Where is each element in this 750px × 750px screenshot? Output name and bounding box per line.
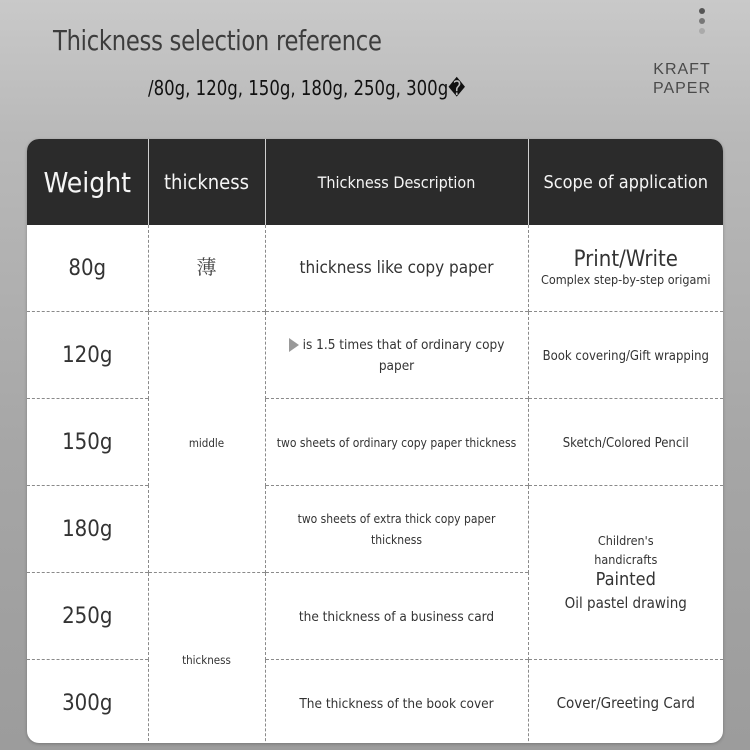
table-row <box>27 312 723 399</box>
description-cell <box>265 312 528 399</box>
description-cell <box>265 225 528 312</box>
scope-text: Book covering/Gift wrapping <box>542 348 709 364</box>
description-text: two sheets of ordinary copy paper thickness <box>276 435 517 450</box>
thickness-cell <box>148 225 265 312</box>
description-cell <box>265 486 528 573</box>
weight-cell: 120g <box>27 312 148 399</box>
scope-text: Sketch/Colored Pencil <box>562 435 689 451</box>
scope-cell <box>528 225 723 312</box>
column-header-description: Thickness Description <box>265 139 528 225</box>
table-row <box>27 399 723 486</box>
table-row <box>27 225 723 312</box>
weight-cell: 250g <box>27 573 148 660</box>
scope-line: handicrafts <box>594 551 658 567</box>
scope-cell <box>528 312 723 399</box>
description-text: thickness like copy paper <box>299 258 494 278</box>
thickness-cell <box>148 312 265 573</box>
scope-sub-text: Complex step-by-step origami <box>540 272 711 287</box>
thickness-cell <box>148 573 265 744</box>
brand-logo <box>648 60 716 98</box>
description-cell <box>265 399 528 486</box>
weight-cell: 80g <box>68 255 107 281</box>
description-cell <box>265 573 528 660</box>
table-row <box>27 486 723 573</box>
scope-line: Oil pastel drawing <box>564 593 687 612</box>
column-header-thickness: thickness <box>148 139 265 225</box>
more-options-icon[interactable] <box>696 8 708 38</box>
description-text: the thickness of a business card <box>298 608 495 625</box>
brand-line-2: PAPER <box>652 80 712 97</box>
scope-cell <box>528 660 723 744</box>
table-header-row <box>27 139 723 225</box>
brand-line-1: KRAFT <box>653 61 711 78</box>
page-title: Thickness selection reference <box>53 24 382 57</box>
arrow-right-icon <box>289 338 299 352</box>
scope-line: Children's <box>597 532 654 548</box>
scope-line: Painted <box>595 568 656 590</box>
scope-multi-text <box>535 531 718 615</box>
description-cell <box>265 660 528 744</box>
description-text: is 1.5 times that of ordinary copy paper <box>302 337 505 374</box>
weight-cell: 300g <box>27 660 148 744</box>
scope-cell <box>528 399 723 486</box>
weight-cell: 180g <box>27 486 148 573</box>
scope-cell <box>528 486 723 660</box>
description-text: The thickness of the book cover <box>299 695 494 712</box>
scope-main-text: Print/Write <box>573 247 678 272</box>
column-header-weight: Weight <box>27 139 148 225</box>
thickness-thick-label: thickness <box>182 653 231 667</box>
weight-options-subtitle: /80g, 120g, 150g, 180g, 250g, 300g� <box>148 76 466 100</box>
weight-cell: 150g <box>27 399 148 486</box>
scope-text: Cover/Greeting Card <box>556 694 695 712</box>
thickness-reference-table <box>27 139 723 743</box>
table-row <box>27 660 723 744</box>
thickness-thin-label: 薄 <box>196 255 217 279</box>
thickness-middle-label: middle <box>188 435 225 450</box>
description-text: two sheets of extra thick copy paper thickness <box>297 512 496 547</box>
column-header-scope: Scope of application <box>528 139 723 225</box>
